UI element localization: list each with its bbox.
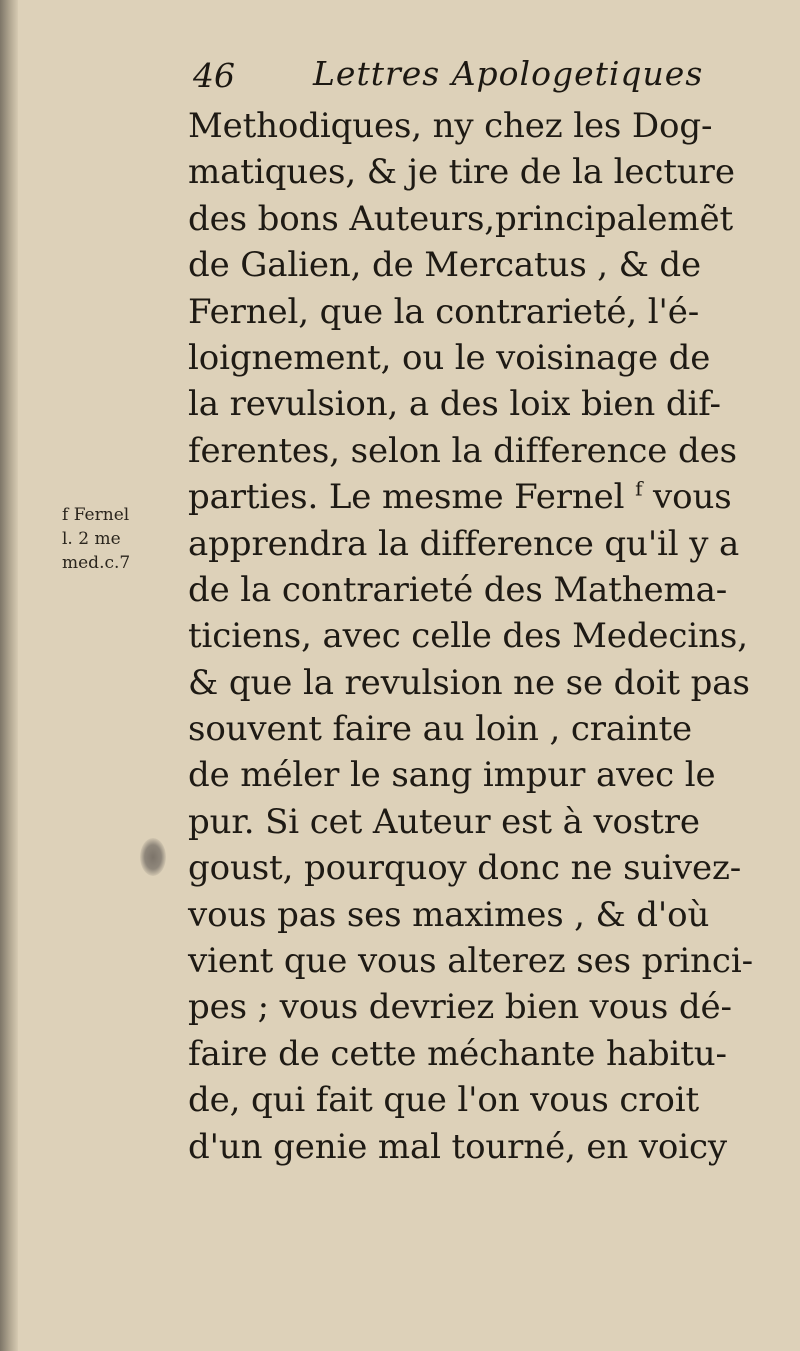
text-line: ferentes, selon la difference des <box>188 430 737 471</box>
text-line: de, qui fait que l'on vous croit <box>188 1080 700 1121</box>
text-line: des bons Auteurs,principalemẽt <box>188 198 734 239</box>
text-line: de la contrarieté des Mathema- <box>188 569 728 610</box>
text-line: faire de cette méchante habitu- <box>188 1033 727 1074</box>
page-header <box>193 50 783 102</box>
text-line: pur. Si cet Auteur est à vostre <box>188 801 700 842</box>
body-text <box>188 103 788 1170</box>
page-number: 46 <box>193 56 235 95</box>
margin-note-line: l. 2 me <box>62 529 121 549</box>
text-line: la revulsion, a des loix bien dif- <box>188 384 721 425</box>
text-line: souvent faire au loin , crainte <box>188 709 693 750</box>
ink-stain <box>140 838 166 876</box>
note-reference-mark: f <box>635 476 643 501</box>
text-line: pes ; vous devriez bien vous dé- <box>188 987 732 1028</box>
text-line: Fernel, que la contrarieté, l'é- <box>188 291 700 332</box>
text-line: loignement, ou le voisinage de <box>188 337 711 378</box>
running-title: Lettres Apologetiques <box>313 54 704 93</box>
text-line: matiques, & je tire de la lecture <box>188 152 735 193</box>
margin-note-line: f Fernel <box>62 505 130 525</box>
text-line-end: vous <box>653 477 732 518</box>
text-line: goust, pourquoy donc ne suivez- <box>188 848 742 889</box>
text-line: vient que vous alterez ses princi- <box>188 941 753 982</box>
text-line: de Galien, de Mercatus , & de <box>188 245 702 286</box>
margin-note-line: med.c.7 <box>62 553 131 573</box>
text-line: Methodiques, ny chez les Dog- <box>188 106 713 146</box>
text-line-with-note <box>188 474 788 520</box>
marginal-note <box>62 503 180 575</box>
text-line: de méler le sang impur avec le <box>188 755 716 796</box>
text-line: vous pas ses maximes , & d'où <box>188 894 710 935</box>
text-line: ticiens, avec celle des Medecins, <box>188 616 748 657</box>
text-line: & que la revulsion ne se doit pas <box>188 662 750 703</box>
text-line-start: parties. Le mesme Fernel <box>188 477 625 518</box>
text-line: apprendra la difference qu'il y a <box>188 523 740 564</box>
page-gutter <box>0 0 18 1351</box>
text-line: d'un genie mal tourné, en voicy <box>188 1126 728 1167</box>
